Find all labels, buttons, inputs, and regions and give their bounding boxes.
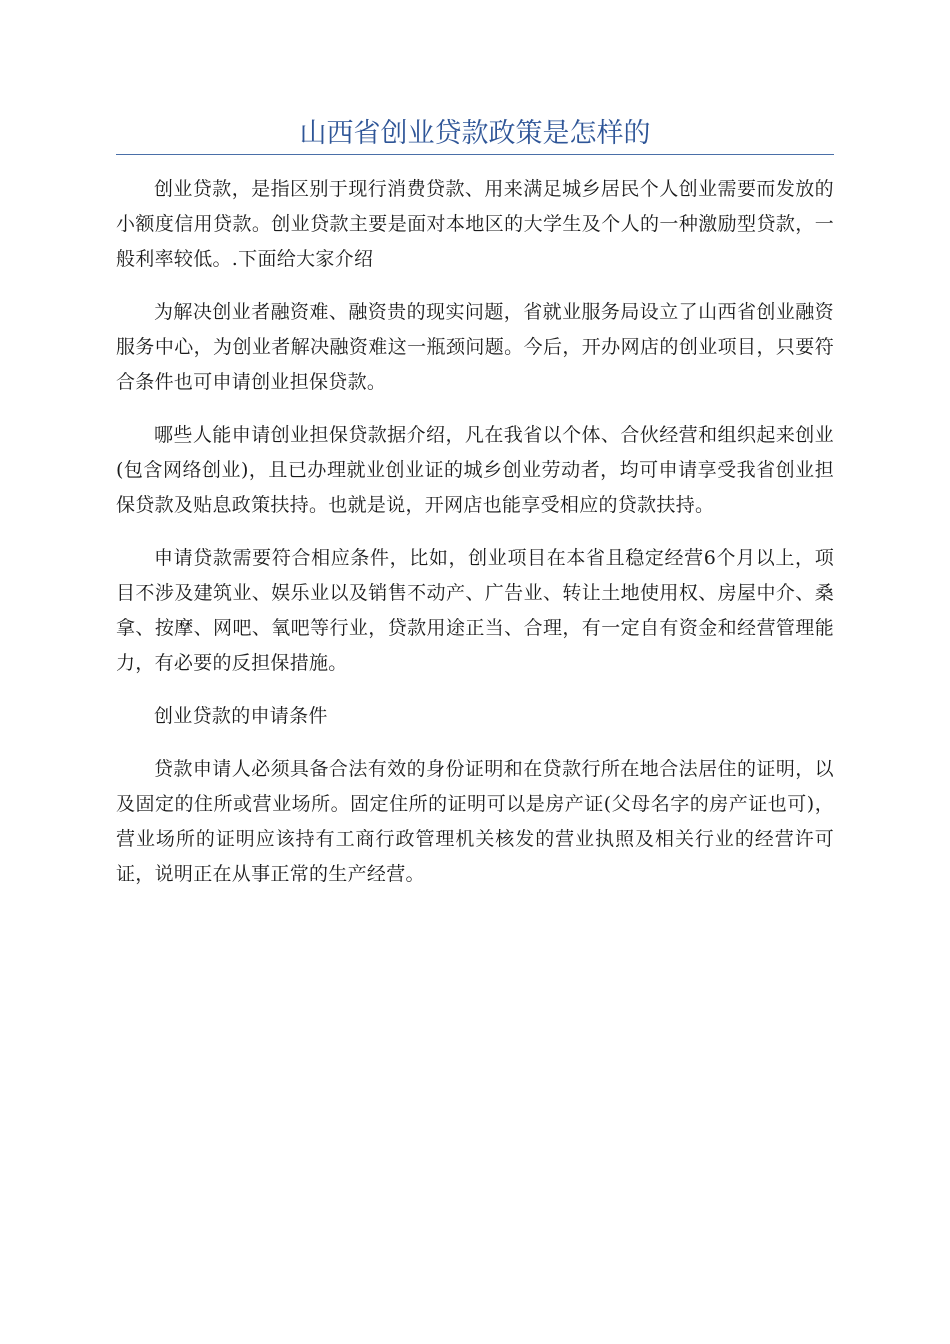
paragraph-intro: 创业贷款，是指区别于现行消费贷款、用来满足城乡居民个人创业需要而发放的小额度信用贷款。创业贷款主要是面对本地区的大学生及个人的一种激励型贷款，一般利率较低。.下面给大家介绍	[116, 178, 834, 270]
paragraph-eligibility: 哪些人能申请创业担保贷款据介绍，凡在我省以个体、合伙经营和组织起来创业(包含网络创业)，且已办理就业创业证的城乡创业劳动者，均可申请享受我省创业担保贷款及贴息政策扶持。也就是说，开网店也能享受相应的贷款扶持。	[116, 424, 834, 516]
paragraph-service-center: 为解决创业者融资难、融资贵的现实问题，省就业服务局设立了山西省创业融资服务中心，为创业者解决融资难这一瓶颈问题。今后，开办网店的创业项目，只要符合条件也可申请创业担保贷款。	[116, 301, 834, 393]
section-heading-application-conditions: 创业贷款的申请条件	[154, 705, 328, 727]
paragraph-conditions: 申请贷款需要符合相应条件，比如，创业项目在本省且稳定经营6个月以上，项目不涉及建筑业、娱乐业以及销售不动产、广告业、转让土地使用权、房屋中介、桑拿、按摩、网吧、氧吧等行业，贷款用途正当、合理，有一定自有资金和经营管理能力，有必要的反担保措施。	[116, 547, 834, 674]
title-underline	[116, 154, 834, 155]
document-title: 山西省创业贷款政策是怎样的	[299, 118, 651, 149]
document-body	[116, 172, 834, 910]
paragraph-identity-proof: 贷款申请人必须具备合法有效的身份证明和在贷款行所在地合法居住的证明，以及固定的住所或营业场所。固定住所的证明可以是房产证(父母名字的房产证也可)，营业场所的证明应该持有工商行政管理机关核发的营业执照及相关行业的经营许可证，说明正在从事正常的生产经营。	[116, 758, 834, 885]
